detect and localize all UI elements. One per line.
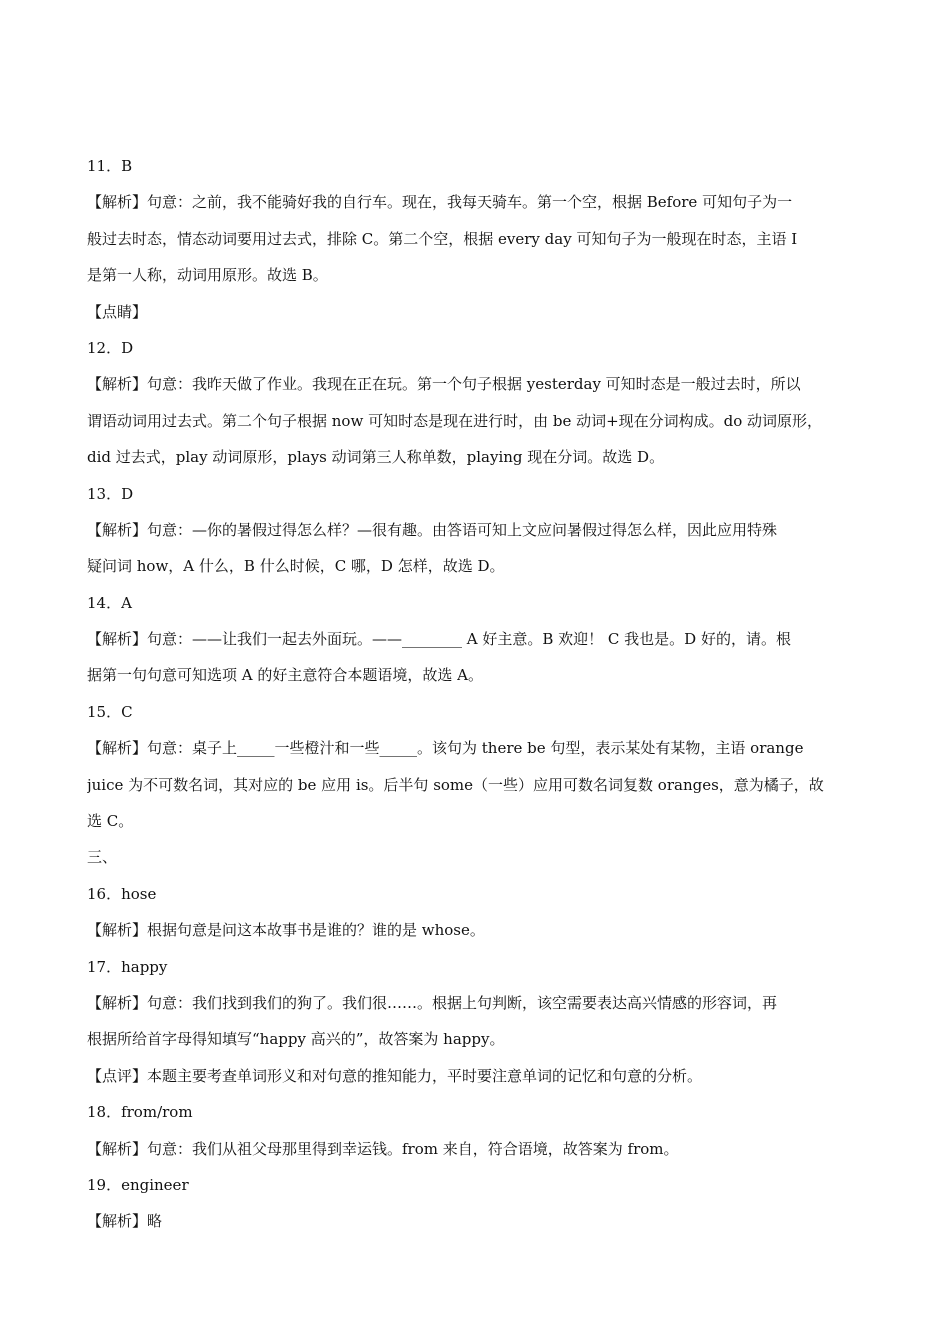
analysis-line: 【解析】句意：我昨天做了作业。我现在正在玩。第一个句子根据 yesterday 可知时态是一般过去时，所以 [87,375,801,394]
analysis-line: 【解析】句意：—你的暑假过得怎么样？—很有趣。由答语可知上文应问暑假过得怎么样，因此应用特殊 [87,520,778,539]
analysis-line: 谓语动词用过去式。第二个句子根据 now 可知时态是现在进行时，由 be 动词+现在分词构成。do 动词原形， [87,411,823,430]
analysis-line: 【解析】略 [87,1212,163,1231]
analysis-line: did 过去式，play 动词原形，plays 动词第三人称单数，playing 现在分词。故选 D。 [87,448,665,467]
analysis-line: 【解析】句意：桌子上_____一些橙汁和一些_____。该句为 there be 句型，表示某处有某物，主语 orange [87,739,804,758]
analysis-line: 【解析】句意：我们找到我们的狗了。我们很……。根据上句判断，该空需要表达高兴情感的形容词，再 [87,993,778,1012]
note-17: 【点评】本题主要考查单词形义和对句意的推知能力，平时要注意单词的记忆和句意的分析。 [87,1066,703,1085]
answer-19: 19．engineer [87,1175,189,1194]
analysis-line: 【解析】句意：我们从祖父母那里得到幸运钱。from 来自，符合语境，故答案为 from。 [87,1139,679,1158]
analysis-line: 【解析】句意：之前，我不能骑好我的自行车。现在，我每天骑车。第一个空，根据 Before 可知句子为一 [87,193,793,212]
document-body [87,148,877,1240]
answer-11: 11．B [87,157,133,175]
answer-13: 13．D [87,484,134,503]
analysis-line: 【解析】根据句意是问这本故事书是谁的？谁的是 whose。 [87,921,485,940]
analysis-18 [87,1131,877,1167]
answer-17: 17．happy [87,957,168,976]
answer-16: 16．hose [87,884,157,903]
answer-14: 14．A [87,593,132,612]
analysis-13 [87,512,877,585]
analysis-14 [87,621,877,694]
analysis-line: 是第一人称，动词用原形。故选 B。 [87,266,328,285]
analysis-15 [87,730,877,839]
note-11: 【点睛】 [87,302,148,321]
analysis-line: 疑问词 how，A 什么，B 什么时候，C 哪，D 怎样，故选 D。 [87,557,505,576]
analysis-16 [87,912,877,948]
analysis-11 [87,184,877,293]
analysis-line: 据第一句句意可知选项 A 的好主意符合本题语境，故选 A。 [87,666,483,685]
analysis-line: 【解析】句意：——让我们一起去外面玩。——________ A 好主意。B 欢迎！ C 我也是。D 好的，请。根 [87,630,791,649]
analysis-line: 般过去时态，情态动词要用过去式，排除 C。第二个空，根据 every day 可知句子为一般现在时态，主语 I [87,229,798,248]
analysis-12 [87,366,877,475]
answer-12: 12．D [87,338,134,357]
analysis-line: 选 C。 [87,812,134,831]
analysis-line: juice 为不可数名词，其对应的 be 应用 is。后半句 some（一些）应用可数名词复数 oranges，意为橘子，故 [87,775,824,794]
analysis-line: 根据所给首字母得知填写“happy 高兴的”，故答案为 happy。 [87,1030,505,1049]
section-heading: 三、 [87,848,118,867]
answer-15: 15．C [87,702,133,721]
analysis-19 [87,1203,877,1239]
analysis-17 [87,985,877,1058]
answer-18: 18．from/rom [87,1103,193,1122]
